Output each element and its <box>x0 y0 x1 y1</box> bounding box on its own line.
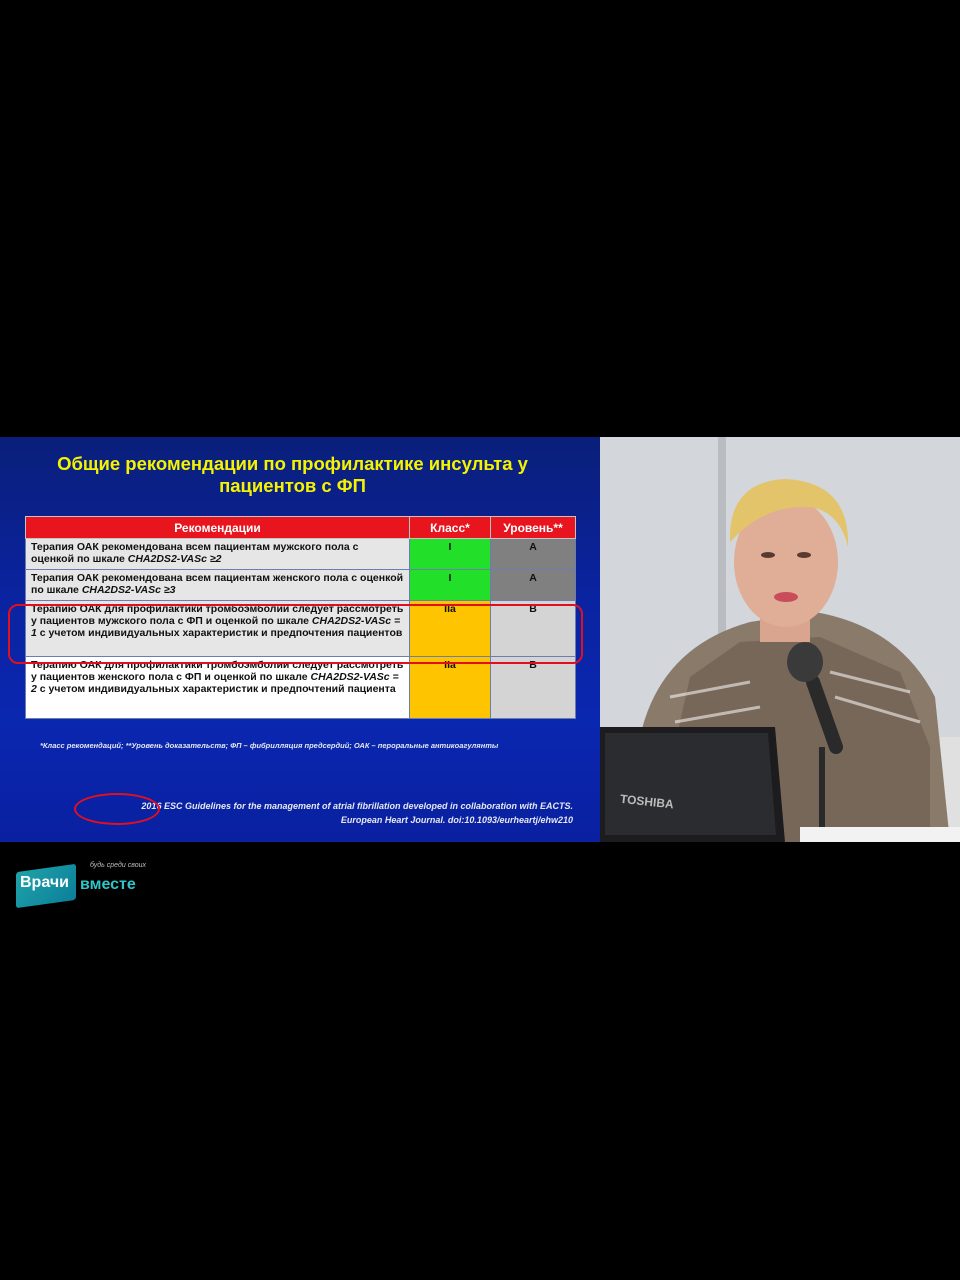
level-value: B <box>491 657 576 719</box>
desk <box>800 827 960 842</box>
highlight-ellipse <box>74 793 160 825</box>
recommendation-text: Терапию ОАК для профилактики тромбоэмболии следует рассмотреть у пациентов женского пола с ФП и оценкой по шкале CHA2DS2-VASc = 2 с учетом индивидуальных характеристик и предпочтений пациента <box>26 657 410 719</box>
speaker-scene <box>600 437 960 842</box>
score-label: CHA2DS2-VASc ≥3 <box>81 584 176 596</box>
table-row <box>26 539 576 570</box>
laptop-lid-face <box>605 733 776 835</box>
header-level: Уровень** <box>491 517 576 539</box>
slide-footnote: *Класс рекомендаций; **Уровень доказательств; ФП – фибрилляция предсердий; ОАК – пероральные антикоагулянты <box>40 741 499 750</box>
citation-line-2: European Heart Journal. doi:10.1093/eurheartj/ehw210 <box>340 815 573 825</box>
logo-word-vmeste: вместе <box>80 876 136 893</box>
highlight-rectangle <box>8 604 583 664</box>
level-value: B <box>491 601 576 657</box>
left-eye <box>761 552 775 558</box>
class-value: IIa <box>410 601 491 657</box>
speaker-mouth <box>774 592 798 602</box>
recommendation-text: Терапию ОАК для профилактики тромбоэмболии следует рассмотреть у пациентов мужского пола с ФП и оценкой по шкале CHA2DS2-VASc = 1 с учетом индивидуальных характеристик и предпочтения пациентов <box>26 601 410 657</box>
class-value: I <box>410 570 491 601</box>
logo-tagline: будь среди своих <box>90 862 146 869</box>
score-label: CHA2DS2-VASc = 1 <box>31 615 401 639</box>
recommendation-text: Терапия ОАК рекомендована всем пациентам женского пола с оценкой по шкале CHA2DS2-VASc ≥3 <box>26 570 410 601</box>
logo-word-vrachi: Врачи <box>20 874 69 891</box>
vrachi-vmeste-logo <box>16 862 166 912</box>
class-value: I <box>410 539 491 570</box>
score-label: CHA2DS2-VASc = 2 <box>31 671 399 695</box>
table-header-row <box>26 517 576 539</box>
header-class: Класс* <box>410 517 491 539</box>
level-value: A <box>491 570 576 601</box>
presentation-slide <box>0 437 600 842</box>
recommendation-text: Терапия ОАК рекомендована всем пациентам мужского пола с оценкой по шкале CHA2DS2-VASc ≥2 <box>26 539 410 570</box>
level-value: A <box>491 539 576 570</box>
speaker-video <box>600 437 960 842</box>
video-frame <box>0 437 960 842</box>
score-label: CHA2DS2-VASc ≥2 <box>127 553 222 565</box>
laptop-brand: TOSHIBA <box>619 791 675 812</box>
table-row <box>26 657 576 719</box>
right-eye <box>797 552 811 558</box>
slide-title: Общие рекомендации по профилактике инсульта у пациентов с ФП <box>57 453 528 496</box>
header-recommendations: Рекомендации <box>26 517 410 539</box>
citation-line-1: 2016 ESC Guidelines for the management of atrial fibrillation developed in collaboration with EACTS. <box>141 801 573 811</box>
class-value: IIa <box>410 657 491 719</box>
microphone-head <box>787 642 823 682</box>
table-row <box>26 570 576 601</box>
